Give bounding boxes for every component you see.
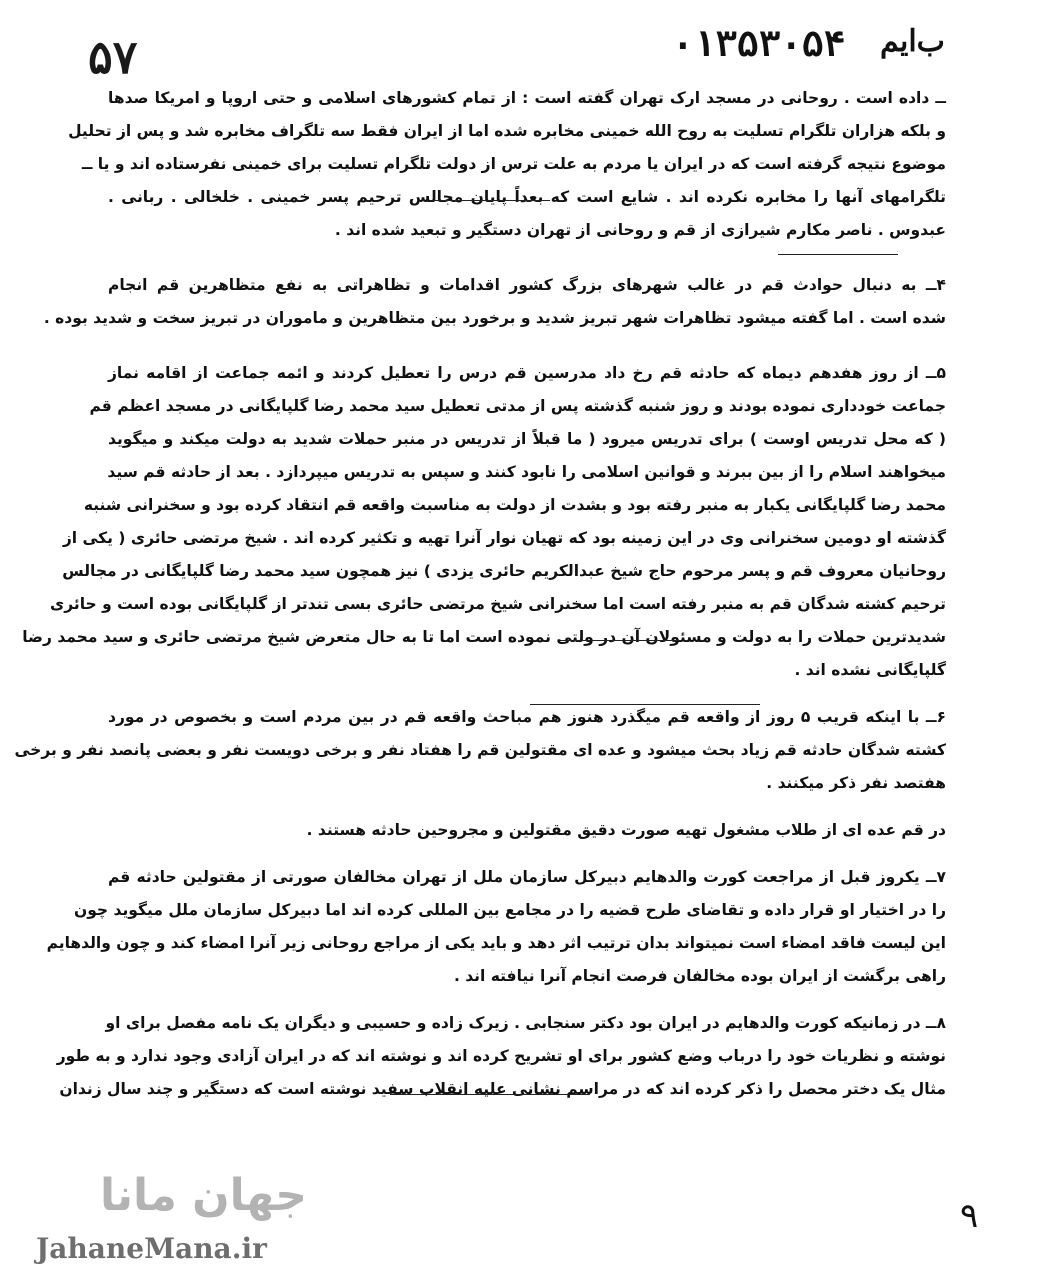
report-body — [14, 82, 946, 1106]
text-line: ۴ــ به دنبال حوادث قم در غالب شهرهای بزرگ کشور اقدامات و تظاهراتی به نفع متظاهرین قم انجام — [108, 276, 946, 294]
text-line: محمد رضا گلپایگانی یکبار به منبر رفته بود و بشدت از دولت به مناسبت واقعه قم انتقاد کرده بود و سخنرانی شنبه — [83, 496, 946, 514]
text-line: تلگرامهای آنها را مخابره نکرده اند . شایع است که بعداً پایان مجالس ترحیم پسر خمینی . خلخالی . ربانی . — [108, 188, 946, 206]
text-line: گذشته او دومین سخنرانی وی در این زمینه بود که تهیان نوار آنرا تهیه و تکثیر کرده اند . شیخ مرتضی حائری ( یکی از — [62, 529, 946, 547]
handwritten-page-number: ۵۷ — [88, 30, 138, 84]
text-line: ۶ــ با اینکه قریب ۵ روز از واقعه قم میگذرد هنوز هم مباحث واقعه قم در بین مردم است و بخصوص در مورد — [108, 708, 946, 726]
paragraph-6 — [14, 701, 946, 800]
text-line: ۷ــ یکروز قبل از مراجعت کورت والدهایم دبیرکل سازمان ملل از تهران مخالفان صورتی از مقتولین حادثه قم — [108, 868, 946, 886]
text-line: نوشته و نظریات خود را درباب وضع کشور برای او تشریح کرده اند و نوشته اند که در ایران آزادی وجود ندارد و به طور — [56, 1047, 946, 1065]
text-line: ــ داده است . روحانی در مسجد ارک تهران گفته است : از تمام کشورهای اسلامی و حتی اروپا و امریکا صدها — [108, 89, 946, 107]
paragraph-7 — [46, 861, 946, 993]
underline-mark — [390, 1094, 590, 1095]
text-line: در قم عده ای از طلاب مشغول تهیه صورت دقیق مقتولین و مجروحین حادثه هستند . — [306, 821, 946, 839]
paragraph-5 — [22, 357, 946, 687]
page-number: ۹ — [960, 1196, 979, 1236]
underline-mark — [778, 254, 898, 255]
text-line: میخواهند اسلام را از بین ببرند و قوانین اسلامی را نابود کنند و سپس به تدریس میپردازد . بعد از حادثه قم سید — [107, 463, 946, 481]
text-line: موضوع نتیجه گرفته است که در ایران یا مردم به علت ترس از دولت تلگرام تسلیت برای خمینی نفرستاده اند و یا ــ — [81, 155, 946, 173]
paragraph-1 — [68, 82, 946, 247]
document-number: ۰۱۳۵۳۰۵۴ — [672, 24, 846, 65]
text-line: و بلکه هزاران تلگرام تسلیت به روح الله خمینی مخابره شده اما از ایران فقط سه تلگراف مخابره شد و پس از تحلیل — [68, 122, 946, 140]
text-line: روحانیان معروف قم و پسر مرحوم حاج شیخ عبدالکریم حائری یزدی ) نیز همچون سید محمد رضا گلپایگانی در مجالس — [62, 562, 946, 580]
text-line: جماعت خودداری نموده بودند و روز شنبه گذشته پس از مدتی تعطیل سید محمد رضا گلپایگانی در مسجد اعظم قم — [89, 397, 946, 415]
underline-mark — [430, 200, 550, 201]
text-line: ۸ــ در زمانیکه کورت والدهایم در ایران بود دکتر سنجابی . زیرک زاده و حسیبی و دیگران یک نامه مفصل برای او — [105, 1014, 946, 1032]
paragraph-8 — [56, 1007, 946, 1106]
text-line: ۵ــ از روز هفدهم دیماه که حادثه قم رخ داد مدرسین قم درس را تعطیل کردند و ائمه جماعت از اقامه نماز — [108, 364, 946, 382]
watermark-logo: جهان مانا — [100, 1170, 307, 1221]
text-line: گلپایگانی نشده اند . — [794, 661, 946, 679]
text-line: هفتصد نفر ذکر میکنند . — [766, 774, 946, 792]
text-line: شدیدترین حملات را به دولت و مسئولان آن در ولتی نموده است اما تا به حال متعرض شیخ مرتضی حائری و سید محمد رضا — [22, 628, 946, 646]
text-line: این لیست فاقد امضاء است نمیتواند بدان ترتیب اثر دهد و باید یکی از مراجع روحانی زیر آنرا امضاء کند و چون والدهایم — [46, 934, 946, 952]
text-line: ترحیم کشته شدگان قم به منبر رفته است اما سخنرانی شیخ مرتضی حائری بسی تندتر از گلپایگانی بوده است و حائری — [50, 595, 946, 613]
paragraph-4 — [43, 269, 946, 335]
underline-mark — [560, 640, 680, 641]
watermark-url: JahaneMana.ir — [36, 1232, 267, 1265]
text-line: شده است . اما گفته میشود تظاهرات شهر تبریز شدید و برخورد بین متظاهرین و ماموران در تبریز سخت و شدید بوده . — [43, 309, 946, 327]
text-line: راهی برگشت از ایران بوده مخالفان فرصت انجام آنرا نیافته اند . — [453, 967, 946, 985]
underline-mark — [530, 704, 760, 705]
text-line: عبدوس . ناصر مکارم شیرازی از قم و روحانی از تهران دستگیر و تبعید شده اند . — [334, 221, 946, 239]
handwritten-name: ب‌ایم — [880, 24, 945, 59]
text-line: ( که محل تدریس اوست ) برای تدریس میرود ( ما قبلاً از تدریس در منبر حملات شدید به دولت میکند و میگوید — [108, 430, 946, 448]
paragraph-6-note — [108, 814, 946, 847]
text-line: را در اختیار او قرار داده و تقاضای طرح قضیه را در مجامع بین المللی کرده اند اما دبیرکل سازمان ملل میگوید چون — [73, 901, 946, 919]
text-line: کشته شدگان حادثه قم زیاد بحث میشود و عده ای مقتولین قم را هفتاد نفر و برخی دویست نفر و بعضی پانصد نفر و برخی — [14, 741, 946, 759]
text-line: مثال یک دختر محصل را ذکر کرده اند که در مراسم نشانی علیه انقلاب سفید نوشته است که دستگیر و چند سال زندان — [59, 1080, 946, 1098]
